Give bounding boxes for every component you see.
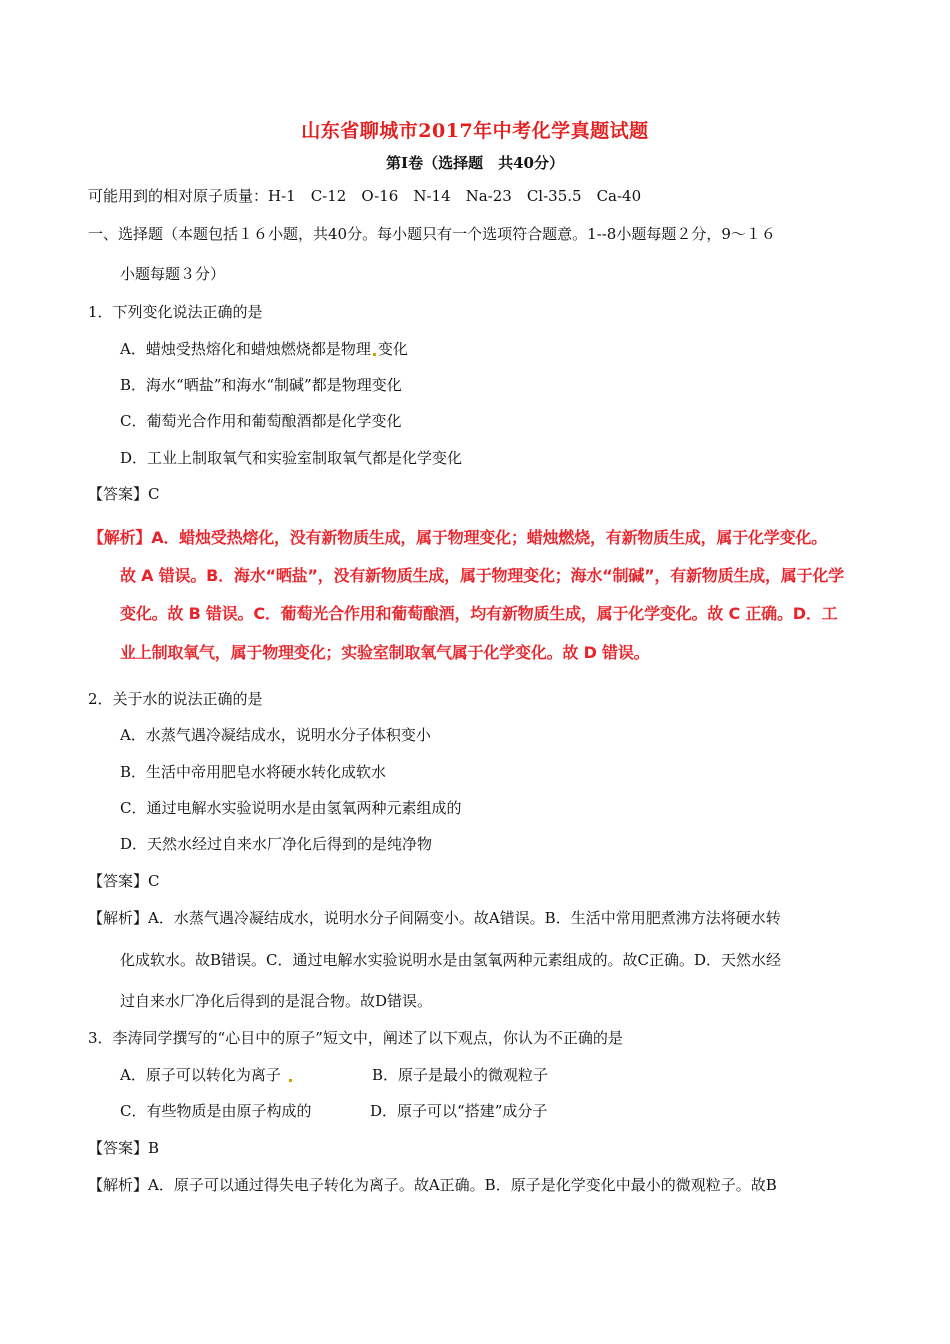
- q2-option-c: C．通过电解水实验说明水是由氢氧两种元素组成的: [120, 799, 462, 817]
- q1-analysis-line3: 变化。故 B 错误。C．葡萄光合作用和葡萄酿酒，均有新物质生成，属于化学变化。故 C 正确。D．工: [120, 604, 838, 623]
- q1-option-a: [120, 339, 408, 359]
- q3-option-d: D．原子可以“搭建”成分子: [370, 1102, 548, 1120]
- q2-analysis-line1: 【解析】A．水蒸气遇冷凝结成水，说明水分子间隔变小。故A错误。B．生活中常用肥煮沸方法将硬水转: [88, 909, 781, 927]
- atomic-masses: 可能用到的相对原子质量：H-1 C-12 O-16 N-14 Na-23 Cl-35.5 Ca-40: [88, 187, 642, 205]
- q2-option-d: D．天然水经过自来水厂净化后得到的是纯净物: [120, 835, 433, 853]
- q1-option-a-text-end: 变化: [377, 340, 408, 358]
- q2-stem: 2．关于水的说法正确的是: [88, 690, 263, 708]
- q1-option-c: C．葡萄光合作用和葡萄酿酒都是化学变化: [120, 412, 402, 430]
- q3-stem: 3．李涛同学撰写的“心目中的原子”短文中，阐述了以下观点，你认为不正确的是: [88, 1029, 623, 1047]
- q3-option-b: B．原子是最小的微观粒子: [372, 1066, 549, 1084]
- q2-analysis-line2: 化成软水。故B错误。C．通过电解水实验说明水是由氢氧两种元素组成的。故C正确。D．天然水经: [120, 951, 782, 969]
- q1-analysis-line4: 业上制取氧气，属于物理变化；实验室制取氧气属于化学变化。故 D 错误。: [120, 643, 650, 662]
- q1-option-b: B．海水“晒盐”和海水“制碱”都是物理变化: [120, 376, 402, 394]
- section-intro-line2: 小题每题３分）: [120, 265, 226, 283]
- section-intro-line1: 一、选择题（本题包括１６小题，共40分。每小题只有一个选项符合题意。1--8小题每题２分，9～１６: [88, 225, 776, 243]
- page-title: 山东省聊城市2017年中考化学真题试题: [301, 120, 649, 142]
- q1-analysis-line1: 【解析】A．蜡烛受热熔化，没有新物质生成，属于物理变化；蜡烛燃烧，有新物质生成，属于化学变化。: [88, 528, 827, 547]
- q2-answer: 【答案】C: [88, 872, 160, 890]
- q3-answer: 【答案】B: [88, 1139, 160, 1157]
- q1-option-d: D．工业上制取氧气和实验室制取氧气都是化学变化: [120, 449, 463, 467]
- stray-dot-mark: [289, 1079, 292, 1082]
- q3-option-a-text: A．原子可以转化为离子: [120, 1066, 281, 1084]
- q1-option-a-text: A．蜡烛受热熔化和蜡烛燃烧都是物理: [120, 340, 371, 358]
- q2-analysis-line3: 过自来水厂净化后得到的是混合物。故D错误。: [120, 992, 433, 1010]
- q1-stem: 1．下列变化说法正确的是: [88, 303, 263, 321]
- q3-option-a: [120, 1065, 294, 1085]
- q2-option-b: B．生活中帝用肥皂水将硬水转化成软水: [120, 763, 387, 781]
- q1-analysis-line2: 故 A 错误。B．海水“晒盐”，没有新物质生成，属于物理变化；海水“制碱”，有新物质生成，属于化学: [120, 566, 844, 585]
- q3-analysis-line1: 【解析】A．原子可以通过得失电子转化为离子。故A正确。B．原子是化学变化中最小的微观粒子。故B: [88, 1176, 777, 1194]
- q2-option-a: A．水蒸气遇冷凝结成水，说明水分子体积变小: [120, 726, 431, 744]
- q3-option-c: C．有些物质是由原子构成的: [120, 1102, 312, 1120]
- stray-dot-mark: [373, 353, 376, 356]
- section-subtitle: 第Ⅰ卷（选择题 共40分）: [386, 154, 564, 172]
- q1-answer: 【答案】C: [88, 485, 160, 503]
